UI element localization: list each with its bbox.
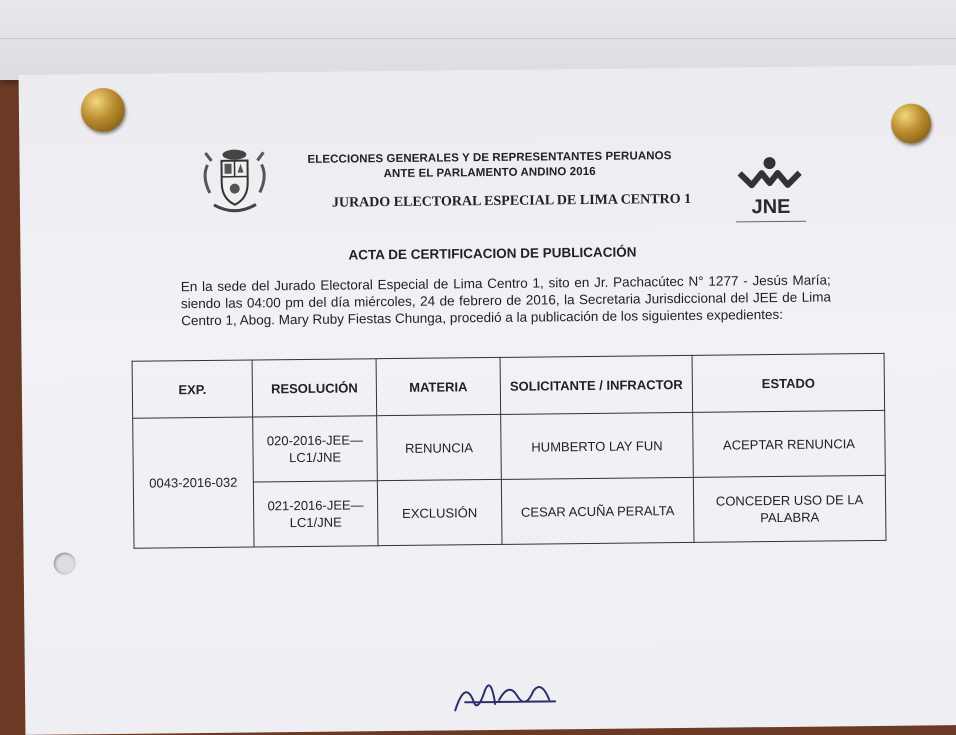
jne-emblem-icon [735, 155, 805, 196]
resolucion-cell: 020-2016-JEE—LC1/JNE [253, 416, 378, 482]
resolucion-cell: 021-2016-JEE—LC1/JNE [253, 481, 378, 547]
header-line-2: ANTE EL PARLAMENTO ANDINO 2016 [290, 165, 690, 181]
solicitante-cell: CESAR ACUÑA PERALTA [501, 477, 694, 544]
expedientes-table [132, 353, 887, 549]
solicitante-cell: HUMBERTO LAY FUN [501, 412, 694, 479]
materia-cell: RENUNCIA [377, 414, 502, 480]
header-line-1: ELECCIONES GENERALES Y DE REPRESENTANTES PERUANOS [289, 150, 689, 166]
handwritten-signature [445, 669, 576, 720]
col-header-solicitante: SOLICITANTE / INFRACTOR [500, 355, 693, 414]
document-paragraph: En la sede del Jurado Electoral Especial de Lima Centro 1, sito en Jr. Pachacútec N° 1277 - Jesús María; siendo las 04:00 pm del día miércoles, 24 de febrero de 2016, la Secretaria Jurisdiccional del JEE de Lima Centro 1, Abog. Mary Ruby Fiestas Chunga, procedió a la publicación de los siguientes expedientes: [181, 271, 831, 329]
jne-logo-icon [735, 155, 806, 226]
table-row [133, 410, 886, 483]
estado-cell: CONCEDER USO DE LA PALABRA [693, 475, 886, 542]
jne-logo-underline [736, 221, 806, 223]
col-header-estado: ESTADO [692, 353, 885, 412]
materia-cell: EXCLUSIÓN [377, 479, 502, 545]
table-header-row [132, 353, 885, 418]
punch-hole [54, 552, 76, 574]
col-header-materia: MATERIA [376, 357, 501, 415]
peru-coat-of-arms-icon [199, 146, 270, 217]
brass-tack-icon [891, 103, 931, 143]
document-heading: ACTA DE CERTIFICACION DE PUBLICACIÓN [348, 244, 636, 262]
brass-tack-icon [81, 88, 125, 132]
col-header-exp: EXP. [132, 360, 253, 418]
estado-cell: ACEPTAR RENUNCIA [693, 410, 886, 477]
jne-logo-text: JNE [736, 196, 806, 220]
expediente-cell: 0043-2016-032 [133, 417, 254, 548]
page-title: JURADO ELECTORAL ESPECIAL DE LIMA CENTRO 1 [332, 192, 691, 212]
col-header-resolucion: RESOLUCIÓN [252, 359, 377, 417]
document-page [19, 65, 956, 735]
